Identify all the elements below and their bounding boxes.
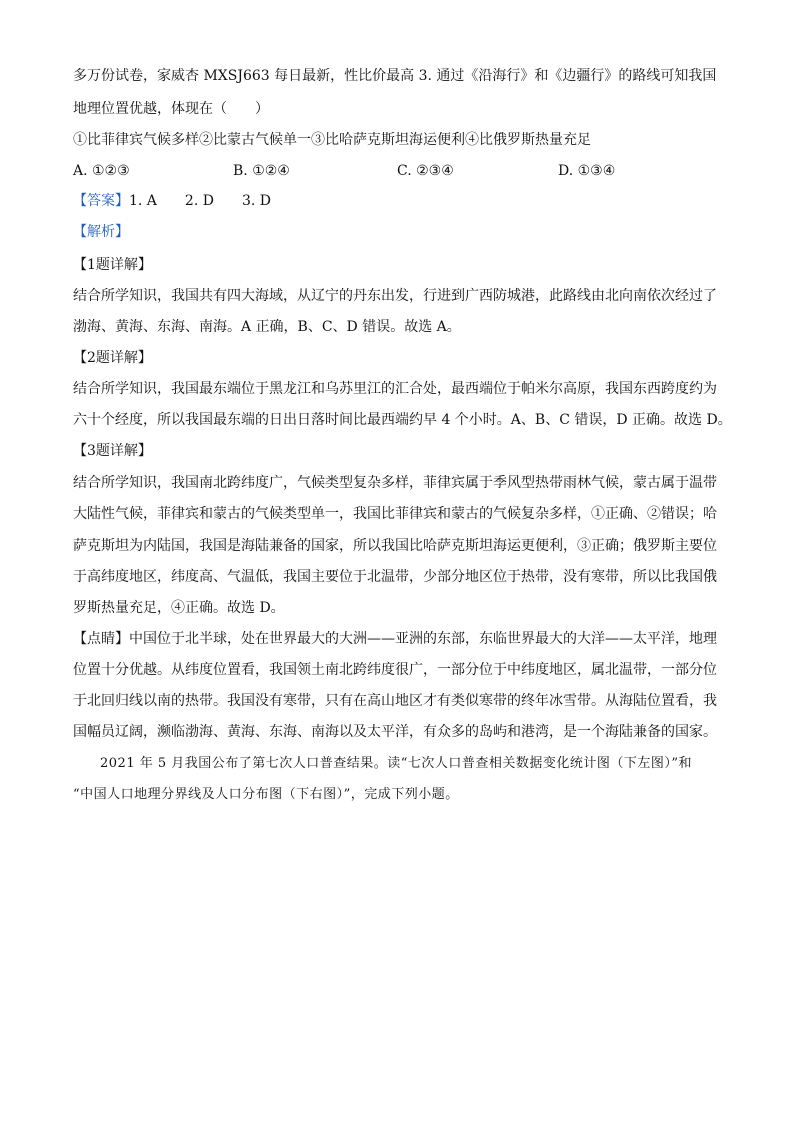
- answer-line: [73, 190, 723, 212]
- next-question-intro-line-2: “中国人口地理分界线及人口分布图（下右图）”，完成下列小题。: [73, 787, 459, 802]
- option-b: B. ①②④: [233, 163, 290, 179]
- q2-detail-tag: 【2题详解】: [73, 350, 152, 366]
- key-points-first-line: 中国位于北半球，处在世界最大的大洲——亚洲的东部，东临世界最大的大洋——太平洋，地理: [129, 631, 717, 647]
- key-points-line: 位置十分优越。从纬度位置看，我国领土南北跨纬度很广，一部分位于中纬度地区，属北温带，一部分位: [73, 662, 717, 678]
- question-3-stem-line-1: 多万份试卷，家威杏 MXSJ663 每日最新，性比价最高 3. 通过《沿海行》和《边疆行》的路线可知我国: [73, 68, 717, 84]
- q1-detail-line: 结合所学知识，我国共有四大海域，从辽宁的丹东出发，行进到广西防城港，此路线由北向南依次经过了: [73, 288, 717, 304]
- option-d: D. ①③④: [558, 163, 616, 179]
- q2-detail-line: 结合所学知识，我国最东端位于黑龙江和乌苏里江的汇合处，最西端位于帕米尔高原，我国东西跨度约为: [73, 381, 717, 397]
- option-c: C. ②③④: [397, 163, 454, 179]
- key-points-line: 国幅员辽阔，濒临渤海、黄海、东海、南海以及太平洋，有众多的岛屿和港湾，是一个海陆兼备的国家。: [73, 724, 717, 740]
- analysis-tag: 【解析】: [73, 224, 129, 240]
- key-points-line: 于北回归线以南的热带。我国没有寒带，只有在高山地区才有类似寒带的终年冰雪带。从海陆位置看，我: [73, 693, 717, 709]
- question-3-stem-line-2: 地理位置优越，体现在（ ）: [73, 101, 269, 117]
- answer-tag: 【答案】: [73, 193, 129, 209]
- q3-detail-line: 萨克斯坦为内陆国，我国是海陆兼备的国家，所以我国比哈萨克斯坦海运更便利，③正确；俄罗斯主要位: [73, 538, 717, 554]
- q3-detail-line: 于高纬度地区，纬度高、气温低，我国主要位于北温带，少部分地区位于热带，没有寒带，所以比我国俄: [73, 569, 717, 585]
- next-question-intro-line-1: 2021 年 5 月我国公布了第七次人口普查结果。读“七次人口普查相关数据变化统计图（下左图）”和: [100, 756, 693, 771]
- q2-detail-line: 六十个经度，所以我国最东端的日出日落时间比最西端约早 4 个小时。A、B、C 错误，D 正确。故选 D。: [73, 412, 732, 428]
- answer-text: 1. A 2. D 3. D: [129, 193, 271, 209]
- q3-detail-line: 结合所学知识，我国南北跨纬度广，气候类型复杂多样，菲律宾属于季风型热带雨林气候，蒙古属于温带: [73, 475, 717, 491]
- q3-detail-line: 罗斯热量充足，④正确。故选 D。: [73, 600, 285, 616]
- question-3-statements: ①比菲律宾气候多样②比蒙古气候单一③比哈萨克斯坦海运便利④比俄罗斯热量充足: [73, 132, 591, 148]
- key-points-line: [73, 628, 723, 650]
- q3-detail-line: 大陆性气候，菲律宾和蒙古的气候类型单一，我国比菲律宾和蒙古的气候复杂多样，①正确、②错误；哈: [73, 506, 717, 522]
- q3-detail-tag: 【3题详解】: [73, 443, 152, 459]
- key-points-tag: 【点睛】: [73, 631, 129, 647]
- option-a: A. ①②③: [73, 163, 130, 179]
- q1-detail-line: 渤海、黄海、东海、南海。A 正确，B、C、D 错误。故选 A。: [73, 319, 461, 335]
- q1-detail-tag: 【1题详解】: [73, 257, 152, 273]
